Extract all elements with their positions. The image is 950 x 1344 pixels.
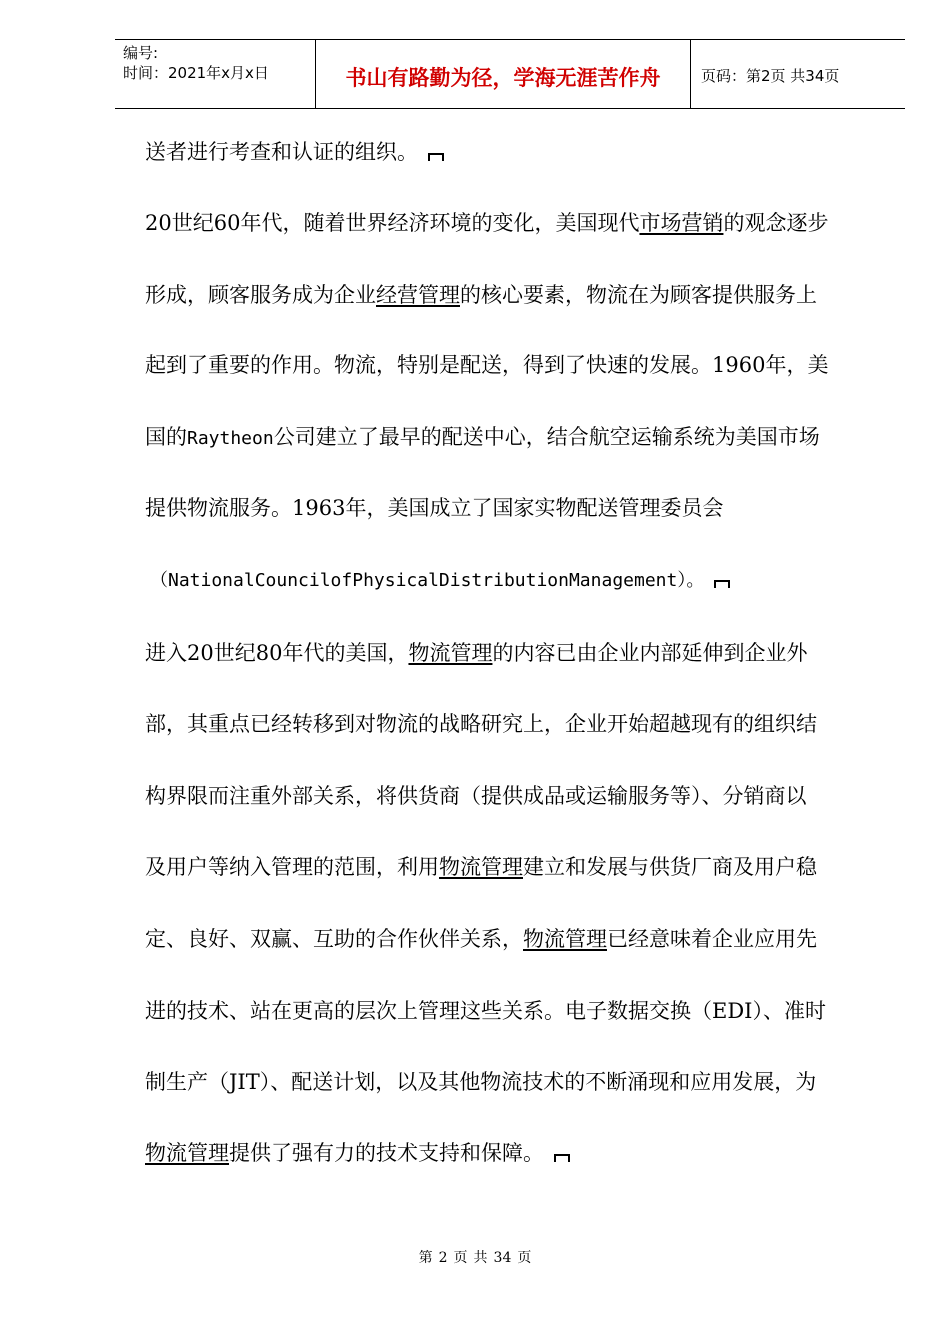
text-line [150, 567, 730, 595]
footer-total-pages: 34 [493, 1250, 512, 1266]
text-line [145, 639, 807, 667]
paragraph-mark-icon [428, 153, 444, 161]
footer-ye: 页 [453, 1250, 468, 1266]
text-line [145, 782, 807, 810]
text-span: 部，其重点已经转移到对物流的战略研究上，企业开始超越现有的组织结 [145, 712, 817, 736]
text-span: 20世纪60年代，随着世界经济环境的变化，美国现代 [145, 211, 640, 235]
footer-page-number: 2 [438, 1250, 448, 1266]
text-line [145, 853, 817, 881]
text-span: 送者进行考查和认证的组织。 [145, 140, 418, 164]
text-span: 进的技术、站在更高的层次上管理这些关系。电子数据交换（EDI）、准时 [145, 999, 826, 1023]
link-market-marketing[interactable]: 市场营销 [639, 211, 724, 235]
number-label: 编号: [123, 44, 159, 62]
link-logistics-management[interactable]: 物流管理 [145, 1141, 229, 1165]
link-logistics-management[interactable]: 物流管理 [408, 641, 493, 665]
link-business-management[interactable]: 经营管理 [376, 283, 460, 307]
text-line [145, 1139, 570, 1167]
text-line [145, 423, 820, 453]
paragraph-mark-icon [714, 580, 730, 588]
text-line [145, 281, 817, 309]
text-span: 提供了强有力的技术支持和保障。 [229, 1141, 544, 1165]
page-code: 页码：第2页 共34页 [701, 67, 840, 85]
text-line [145, 351, 828, 379]
text-line [145, 209, 828, 237]
page-footer [0, 1247, 950, 1267]
text-span: 国的 [145, 425, 187, 449]
footer-gong: 共 [473, 1250, 488, 1266]
text-span: 的观念逐步 [723, 211, 829, 235]
text-span: 提供物流服务。1963年，美国成立了国家实物配送管理委员会 [145, 496, 724, 520]
text-span: 进入20世纪80年代的美国， [145, 641, 409, 665]
text-span: 的内容已由企业内部延伸到企业外 [492, 641, 808, 665]
text-line [145, 1068, 816, 1096]
header-page-cell [691, 40, 905, 108]
text-span: 构界限而注重外部关系，将供货商（提供成品或运输服务等）、分销商以 [145, 784, 807, 808]
text-line [145, 997, 826, 1025]
text-span: 的核心要素，物流在为顾客提供服务上 [460, 283, 817, 307]
footer-di: 第 [418, 1250, 433, 1266]
footer-ye2: 页 [517, 1250, 532, 1266]
text-line [145, 925, 817, 953]
text-span: 起到了重要的作用。物流，特别是配送，得到了快速的发展。1960年，美 [145, 353, 829, 377]
link-logistics-management[interactable]: 物流管理 [523, 927, 607, 951]
text-span: 公司建立了最早的配送中心，结合航空运输系统为美国市场 [273, 425, 820, 449]
text-line [145, 710, 817, 738]
header-motto-cell [315, 40, 691, 108]
text-span: 建立和发展与供货厂商及用户稳 [523, 855, 817, 879]
text-span: 制生产（JIT）、配送计划，以及其他物流技术的不断涌现和应用发展，为 [145, 1070, 817, 1094]
motto: 书山有路勤为径，学海无涯苦作舟 [345, 66, 661, 90]
link-logistics-management[interactable]: 物流管理 [439, 855, 523, 879]
text-span: 形成，顾客服务成为企业 [145, 283, 376, 307]
text-line [145, 138, 444, 166]
paragraph-mark-icon [554, 1154, 570, 1162]
page-header [115, 39, 905, 109]
text-span: 及用户等纳入管理的范围，利用 [145, 855, 439, 879]
header-meta-cell [115, 40, 315, 108]
text-span: 定、良好、双赢、互助的合作伙伴关系， [145, 927, 523, 951]
text-line [145, 494, 723, 522]
text-span: 已经意味着企业应用先 [607, 927, 817, 951]
time-label: 时间：2021年x月x日 [123, 64, 269, 82]
company-name: Raytheon [187, 428, 274, 449]
council-name: （NationalCouncilofPhysicalDistributionManagement）。 [150, 570, 705, 591]
